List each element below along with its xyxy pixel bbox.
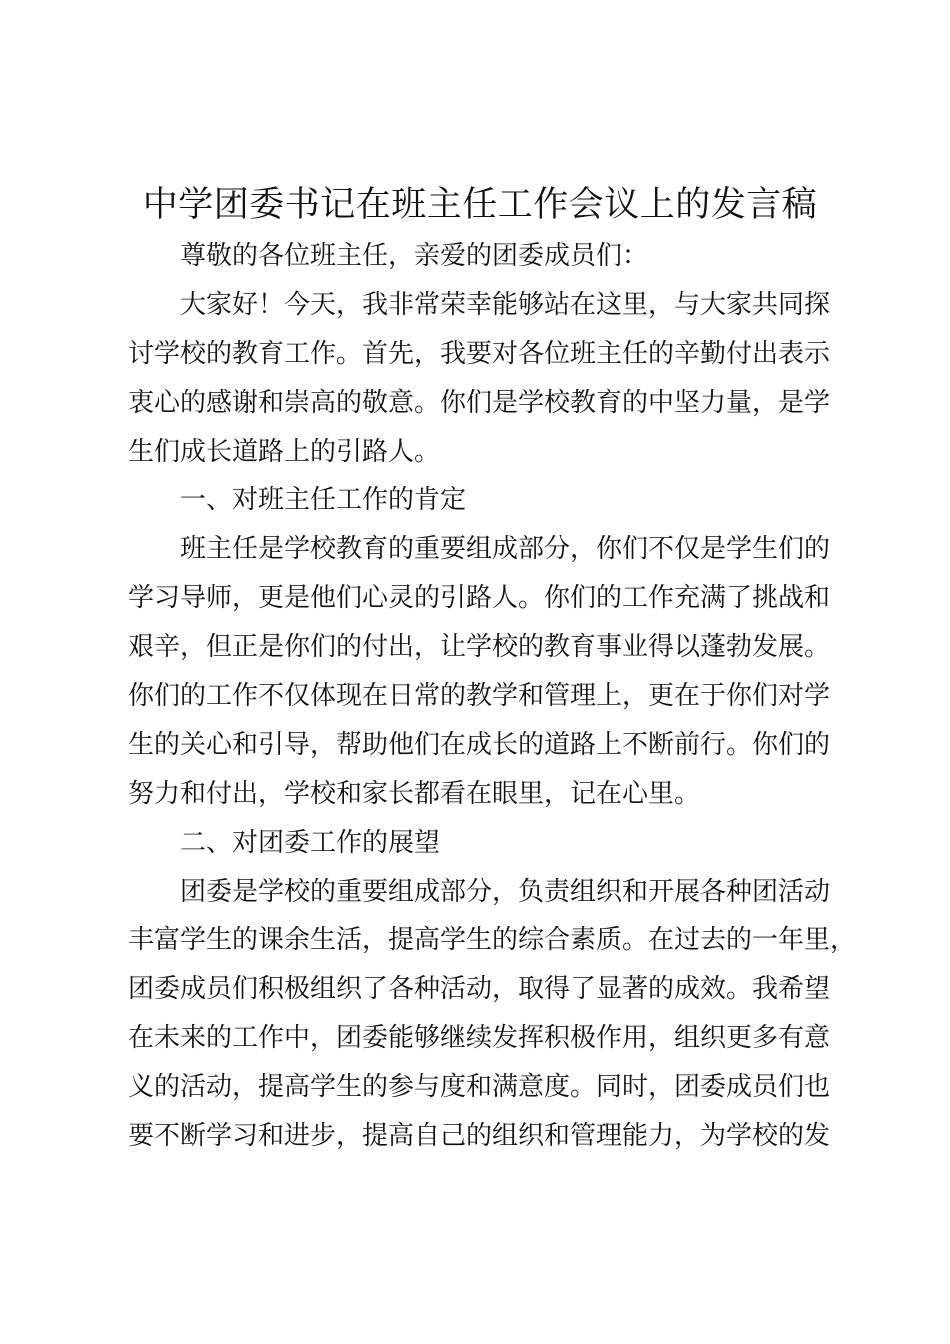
paragraph-line: 在未来的工作中，团委能够继续发挥积极作用，组织更多有意 [128, 1023, 831, 1054]
paragraph-line: 丰富学生的课余生活，提高学生的综合素质。在过去的一年里， [128, 925, 857, 956]
paragraph-line: 生们成长道路上的引路人。 [128, 436, 441, 467]
paragraph-line: 要不断学习和进步，提高自己的组织和管理能力，为学校的发 [128, 1121, 831, 1152]
paragraph-line: 班主任是学校教育的重要组成部分，你们不仅是学生们的 [180, 534, 831, 565]
paragraph-line: 讨学校的教育工作。首先，我要对各位班主任的辛勤付出表示 [128, 338, 831, 369]
paragraph-line: 衷心的感谢和崇高的敬意。你们是学校教育的中坚力量，是学 [128, 387, 831, 418]
document-body [128, 232, 857, 1161]
section-heading-1: 一、对班主任工作的肯定 [180, 485, 467, 516]
paragraph-line: 学习导师，更是他们心灵的引路人。你们的工作充满了挑战和 [128, 583, 831, 614]
document-title: 中学团委书记在班主任工作会议上的发言稿 [142, 185, 818, 225]
paragraph-line: 艰辛，但正是你们的付出，让学校的教育事业得以蓬勃发展。 [128, 632, 831, 663]
salutation-line: 尊敬的各位班主任，亲爱的团委成员们： [180, 241, 649, 271]
paragraph-line: 团委是学校的重要组成部分，负责组织和开展各种团活动 [180, 876, 831, 907]
paragraph-line: 团委成员们积极组织了各种活动，取得了显著的成效。我希望 [128, 974, 831, 1005]
paragraph-line: 大家好！今天，我非常荣幸能够站在这里，与大家共同探 [180, 289, 831, 320]
paragraph-line: 你们的工作不仅体现在日常的教学和管理上，更在于你们对学 [128, 681, 831, 712]
section-heading-2: 二、对团委工作的展望 [180, 827, 441, 858]
paragraph-line: 义的活动，提高学生的参与度和满意度。同时，团委成员们也 [128, 1072, 831, 1103]
paragraph-line: 努力和付出，学校和家长都看在眼里，记在心里。 [128, 778, 701, 809]
paragraph-line: 生的关心和引导，帮助他们在成长的道路上不断前行。你们的 [128, 729, 831, 760]
